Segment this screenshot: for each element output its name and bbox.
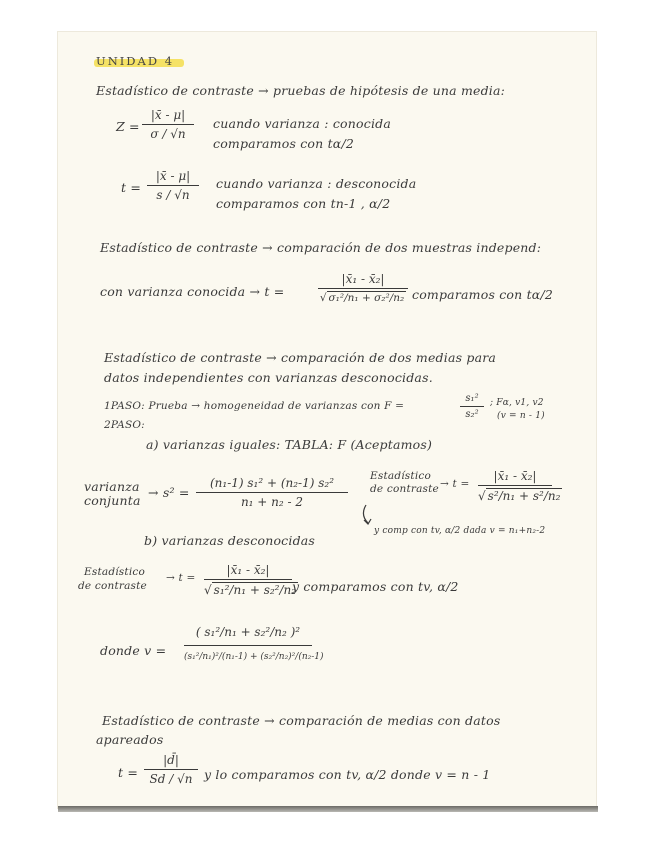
section4-heading-line1: Estadístico de contraste → comparación de medias con datos bbox=[102, 713, 501, 728]
donde-v-lhs: donde v = bbox=[100, 643, 167, 658]
paired-denominator: Sd / √n bbox=[149, 772, 193, 786]
t-denominator: s / √n bbox=[156, 188, 190, 202]
est-contraste-b-line1: Estadístico bbox=[84, 566, 145, 578]
pooled-numerator: (n₁-1) s₁² + (n₂-1) s₂² bbox=[209, 476, 335, 490]
unit-title: UNIDAD 4 bbox=[96, 54, 175, 68]
est-a-compare: y comp con tv, α/2 dada v = n₁+n₂-2 bbox=[374, 526, 546, 536]
est-contraste-b-line2: de contraste bbox=[78, 580, 147, 592]
est-a-denominator: √ s²/n₁ + s²/n₂ bbox=[478, 489, 561, 503]
case-a-equal-variances: a) varianzas iguales: TABLA: F (Aceptamos) bbox=[146, 437, 433, 452]
est-b-lhs: → t = bbox=[166, 572, 196, 584]
est-b-denominator: √ s₁²/n₁ + s₂²/n₂ bbox=[204, 583, 297, 597]
est-b-numerator: |x̄₁ - x̄₂| bbox=[226, 563, 270, 577]
paso1-note2: (v = n - 1) bbox=[497, 411, 545, 421]
pooled-label-line1: varianza bbox=[84, 479, 140, 494]
z-denominator: σ / √n bbox=[150, 127, 186, 141]
paso1-f-fraction: s₁² s₂² bbox=[460, 393, 484, 420]
s2-numerator: |x̄₁ - x̄₂| bbox=[341, 272, 385, 286]
paired-compare: y lo comparamos con tv, α/2 donde v = n - 1 bbox=[204, 767, 491, 782]
paired-t-lhs: t = bbox=[118, 765, 139, 780]
paso1-text: 1PASO: Prueba → homogeneidad de varianzas con F = bbox=[104, 400, 405, 412]
section3-heading-line2: datos independientes con varianzas desconocidas. bbox=[104, 370, 433, 385]
est-a-numerator: |x̄₁ - x̄₂| bbox=[493, 469, 537, 483]
z-formula-lhs: Z = bbox=[116, 119, 140, 134]
s2-denominator: √ σ₁²/n₁ + σ₂²/n₂ bbox=[319, 292, 405, 304]
pooled-lhs: → s² = bbox=[148, 485, 190, 500]
est-b-compare: y comparamos con tv, α/2 bbox=[292, 579, 459, 594]
t-numerator: |x̄ - μ| bbox=[155, 169, 191, 183]
case-b-unknown-variances: b) varianzas desconocidas bbox=[144, 533, 316, 548]
est-contraste-a-line2: de contraste bbox=[370, 483, 439, 495]
v-numerator: ( s₁²/n₁ + s₂²/n₂ )² bbox=[195, 625, 301, 639]
paired-numerator: |d̄| bbox=[163, 753, 179, 767]
pooled-denominator: n₁ + n₂ - 2 bbox=[240, 495, 304, 509]
pooled-label-line2: conjunta bbox=[84, 493, 141, 508]
section2-heading: Estadístico de contraste → comparación de dos muestras independ: bbox=[100, 240, 542, 255]
t-formula-lhs: t = bbox=[121, 180, 142, 195]
paso2-label: 2PASO: bbox=[104, 419, 145, 431]
est-a-lhs: → t = bbox=[440, 478, 470, 490]
t-note-compare: comparamos con tn-1 , α/2 bbox=[216, 196, 391, 211]
section3-heading-line1: Estadístico de contraste → comparación de dos medias para bbox=[104, 350, 497, 365]
v-denominator: (s₁²/n₁)²/(n₁-1) + (s₂²/n₂)²/(n₂-1) bbox=[184, 652, 324, 662]
est-contraste-a-line1: Estadístico bbox=[370, 470, 431, 482]
z-note-compare: comparamos con tα/2 bbox=[213, 136, 355, 151]
z-note-variance: cuando varianza : conocida bbox=[213, 116, 391, 131]
z-numerator: |x̄ - μ| bbox=[150, 108, 186, 122]
paso1-note1: ; Fα, v1, v2 bbox=[490, 398, 544, 408]
s2-note: comparamos con tα/2 bbox=[412, 287, 554, 302]
s2-lhs: con varianza conocida → t = bbox=[100, 284, 285, 299]
section1-heading: Estadístico de contraste → pruebas de hipótesis de una media: bbox=[96, 83, 506, 98]
section4-heading-line2: apareados bbox=[96, 732, 164, 747]
t-note-variance: cuando varianza : desconocida bbox=[216, 176, 417, 191]
